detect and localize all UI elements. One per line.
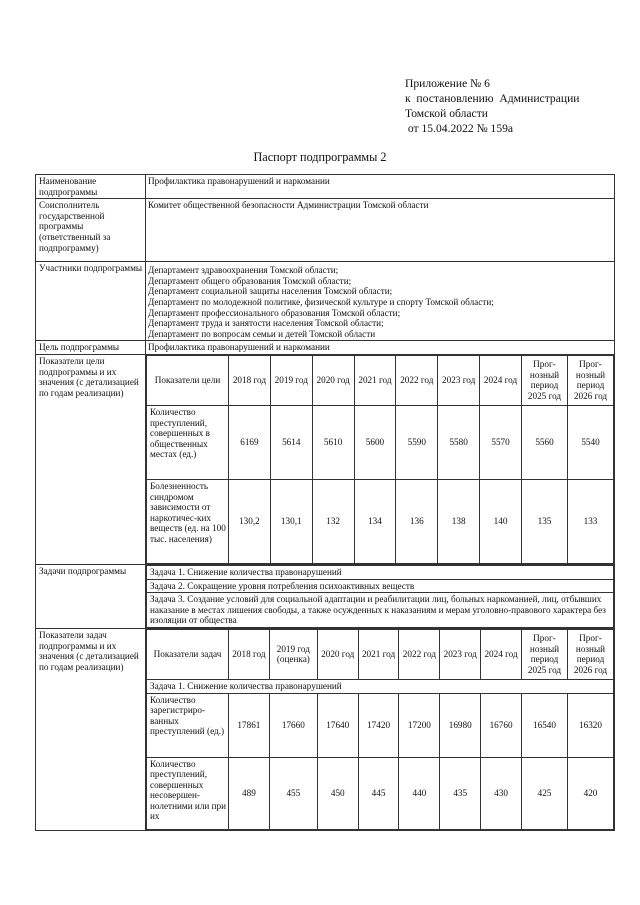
appendix-line: к постановлению Администрации [405,92,580,105]
table-cell: 435 [440,757,481,829]
table-header-cell: Прог-нозный период 2025 год [522,355,568,405]
table-row [147,579,614,593]
table-header-cell: Прог-нозный период 2025 год [522,629,568,679]
table-cell: 5590 [396,405,438,479]
table-header-cell: Показатели задач [147,629,229,679]
table-cell: 5580 [438,405,480,479]
table-row [147,405,614,479]
table-cell: 440 [399,757,440,829]
table-cell: 5600 [354,405,396,479]
list-item: Департамент по вопросам семьи и детей Томской области [148,328,376,339]
indicator-name: Количество преступлений, совершенных несовершен-нолетними или при их [147,757,229,829]
table-cell: 133 [568,479,614,563]
indicator-name: Болезненность синдромом зависимости от наркотичес-ких веществ (ед. на 100 тыс. населения) [147,479,229,563]
table-row [147,757,614,829]
row-participants [36,262,615,341]
table-cell: 140 [480,479,522,563]
table-cell: 425 [522,757,568,829]
page-title: Паспорт подпрограммы 2 [253,150,387,164]
table-row [147,693,614,757]
table-cell: 132 [312,479,354,563]
table-header-cell: 2020 год [312,355,354,405]
table-cell: 420 [568,757,614,829]
goal-indicators-cell [146,354,615,564]
table-row [147,565,614,579]
row-label: Задачи подпрограммы [36,564,146,628]
table-header-cell: Показатели цели [147,355,229,405]
row-value: Профилактика правонарушений и наркомании [146,175,615,199]
row-value: Профилактика правонарушений и наркомании [146,341,615,355]
table-cell: 17200 [399,693,440,757]
table-cell: 5614 [270,405,312,479]
table-header-cell: 2022 год [399,629,440,679]
table-cell: 489 [229,757,270,829]
table-header-cell: 2024 год [480,355,522,405]
row-tasks [36,564,615,628]
appendix-line: от 15.04.2022 № 159а [405,122,514,135]
table-cell: 130,1 [270,479,312,563]
tasks-cell [146,564,615,628]
indicator-name: Количество зарегистриро-ванных преступлений (ед.) [147,693,229,757]
table-cell: 445 [358,757,399,829]
list-item: Департамент социальной защиты населения Томской области; [148,286,393,297]
row-label: Цель подпрограммы [36,341,146,355]
table-row [147,593,614,628]
table-row [147,679,614,693]
row-value: Комитет общественной безопасности Администрации Томской области [146,199,615,262]
table-header-cell: Прог-нозный период 2026 год [568,355,614,405]
list-item: Департамент общего образования Томской области; [148,275,352,286]
table-header-cell: Прог-нозный период 2026 год [568,629,614,679]
table-cell: 16320 [568,693,614,757]
table-header-row [147,629,614,679]
indicator-name: Количество преступлений, совершенных в общественных местах (ед.) [147,405,229,479]
row-label: Наименование подпрограммы [36,175,146,199]
table-header-cell: 2023 год [440,629,481,679]
table-cell: 430 [481,757,522,829]
row-label: Участники подпрограммы [36,262,146,341]
list-item: Департамент по молодежной политике, физической культуре и спорту Томской области; [148,296,494,307]
task-indicators-cell [146,628,615,830]
row-label: Соисполнитель государственной программы (ответственный за подпрограмму) [36,199,146,262]
table-cell: 16540 [522,693,568,757]
row-goal [36,341,615,355]
table-header-row [147,355,614,405]
table-header-cell: 2022 год [396,355,438,405]
task-item: Задача 3. Создание условий для социальной адаптации и реабилитации лиц, больных наркоманией, лиц, отбывших наказание в местах лишения свободы, а также осужденных к наказаниям и мерам уголовно-правового характера без изоляции от общества [147,593,614,628]
appendix-line: Приложение № 6 [405,77,490,90]
table-cell: 5570 [480,405,522,479]
task-item: Задача 2. Сокращение уровня потребления психоактивных веществ [147,579,614,593]
table-cell: 5540 [568,405,614,479]
table-header-cell: 2018 год [229,629,270,679]
table-row [147,479,614,563]
list-item: Департамент здравоохранения Томской области; [148,265,339,276]
table-cell: 17660 [269,693,317,757]
appendix-block [405,76,579,136]
row-goal-indicators [36,354,615,564]
table-cell: 455 [269,757,317,829]
table-header-cell: 2019 год [270,355,312,405]
table-cell: 6169 [229,405,271,479]
row-executor [36,199,615,262]
tasks-table [146,565,614,628]
table-cell: 450 [317,757,358,829]
table-cell: 17861 [229,693,270,757]
row-label: Показатели задач подпрограммы и их значения (с детализацией по годам реализации) [36,628,146,830]
row-task-indicators [36,628,615,830]
participants-list [146,262,615,341]
task-item: Задача 1. Снижение количества правонарушений [147,565,614,579]
table-cell: 5610 [312,405,354,479]
table-header-cell: 2019 год (оценка) [269,629,317,679]
row-name [36,175,615,199]
table-header-cell: 2023 год [438,355,480,405]
list-item: Департамент профессионального образования Томской области; [148,307,401,318]
row-label: Показатели цели подпрограммы и их значения (с детализацией по годам реализации) [36,354,146,564]
task-indicators-table [146,629,614,830]
table-header-cell: 2021 год [358,629,399,679]
table-header-cell: 2020 год [317,629,358,679]
table-cell: 136 [396,479,438,563]
table-cell: 17640 [317,693,358,757]
appendix-line: Томской области [405,107,488,120]
table-header-cell: 2021 год [354,355,396,405]
table-header-cell: 2024 год [481,629,522,679]
list-item: Департамент труда и занятости населения Томской области; [148,318,384,329]
table-header-cell: 2018 год [229,355,271,405]
table-cell: 16760 [481,693,522,757]
table-cell: 17420 [358,693,399,757]
table-cell: 135 [522,479,568,563]
goal-indicators-table [146,355,614,564]
table-cell: 16980 [440,693,481,757]
table-cell: 5560 [522,405,568,479]
task-group-label: Задача 1. Снижение количества правонарушений [147,679,614,693]
table-cell: 134 [354,479,396,563]
table-cell: 130,2 [229,479,271,563]
passport-table [35,174,615,831]
table-cell: 138 [438,479,480,563]
